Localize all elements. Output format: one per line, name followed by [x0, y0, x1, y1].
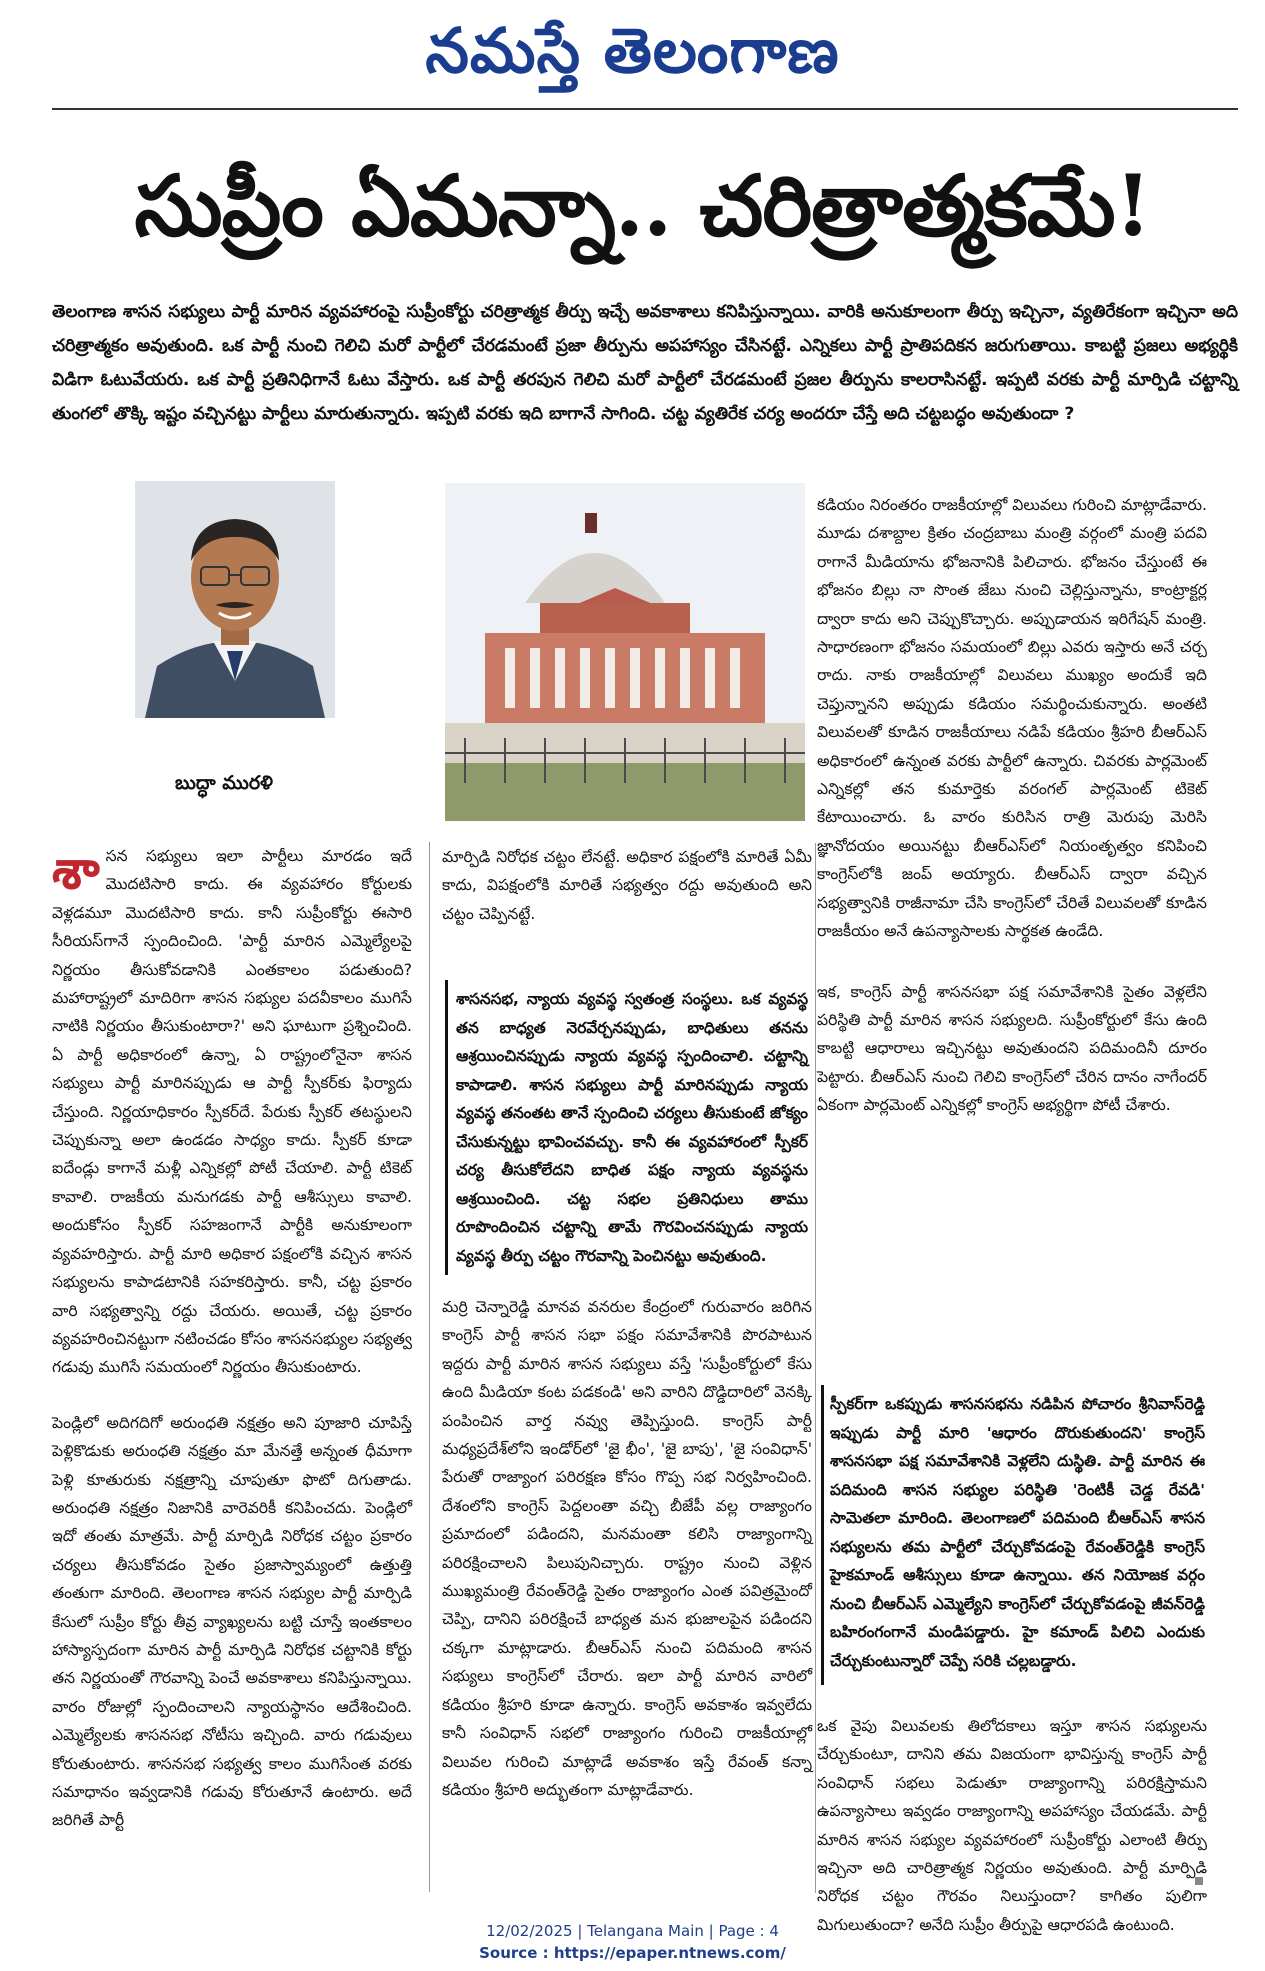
article-column-2-continued [442, 1293, 812, 1831]
pull-quote-2: స్పీకర్‌గా ఒకప్పుడు శాసనసభను నడిపిన పోచారం శ్రీనివాస్‌రెడ్డి ఇప్పుడు పార్టీ మారి 'ఆధారం దొరుకుతుందని' కాంగ్రెస్ శాసనసభా పక్ష సమావేశానికి వెళ్లలేని దుస్థితి. పార్టీ మారిన ఈ పదిమంది శాసన సభ్యుల పరిస్థితి 'రెంటికీ చెడ్డ రేవడి' సామెతలా మారింది. తెలంగాణలో పదిమంది బీఆర్‌ఎస్ శాసన సభ్యులను తమ పార్టీలో చేర్చుకోవడంపై రేవంత్‌రెడ్డికి కాంగ్రెస్ హైకమాండ్ ఆశీస్సులు కూడా ఉన్నాయి. తన నియోజక వర్గం నుంచి బీఆర్‌ఎస్ ఎమ్మెల్యేని కాంగ్రెస్‌లో చేర్చుకోవడంపై జీవన్‌రెడ్డి బహిరంగంగానే మండిపడ్డారు. హై కమాండ్ పిలిచి ఎందుకు చేర్చుకుంటున్నారో చెప్పే సరికి చల్లబడ్డారు. [830, 1395, 1205, 1670]
end-mark [1195, 1877, 1203, 1885]
author-photo [135, 481, 335, 718]
pull-quote-1: శాసనసభ, న్యాయ వ్యవస్థ స్వతంత్ర సంస్థలు. ఒక వ్యవస్థ తన బాధ్యత నెరవేర్చనప్పుడు, బాధితులు తనను ఆశ్రయించినప్పుడు న్యాయ వ్యవస్థ స్పందించాలి. చట్టాన్ని కాపాడాలి. శాసన సభ్యులు పార్టీ మారినప్పుడు న్యాయ వ్యవస్థ తనంతట తానే స్పందించి చర్యలు తీసుకుంటే జోక్యం చేసుకున్నట్టు భావించవచ్చు. కానీ ఈ వ్యవహారంలో స్పీకర్ చర్య తీసుకోలేదని బాధిత పక్షం న్యాయ వ్యవస్థను ఆశ్రయించింది. చట్ట సభల ప్రతినిధులు తాము రూపొందించిన చట్టాన్ని తామే గౌరవించనప్పుడు న్యాయ వ్యవస్థ తీర్పు చట్టం గౌరవాన్ని పెంచినట్టు అవుతుంది. [456, 990, 808, 1265]
article-column-2 [442, 843, 812, 955]
column-3-paragraph-3: ఒక వైపు విలువలకు తిలోదకాలు ఇస్తూ శాసన సభ్యులను చేర్చుకుంటూ, దానిని తమ విజయంగా భావిస్తున్న కాంగ్రెస్ పార్టీ సంవిధాన్ సభలు పెడుతూ రాజ్యాంగాన్ని పరిరక్షిస్తామని ఉపన్యాసాలు ఇవ్వడం రాజ్యాంగాన్ని అపహాస్యం చేయడమే. పార్టీ మారిన శాసన సభ్యుల వ్యవహారంలో సుప్రీంకోర్టు ఎలాంటి తీర్పు ఇచ్చినా అది చారిత్రాత్మక నిర్ణయం అవుతుంది. పార్టీ మార్పిడి నిరోధక చట్టం గౌరవం నిలుస్తుందా? కాగితం పులిగా మిగులుతుందా? అనేది సుప్రీం తీర్పుపై ఆధారపడి ఉంటుంది. [817, 1717, 1207, 1934]
intro-paragraph: తెలంగాణ శాసన సభ్యులు పార్టీ మారిన వ్యవహారంపై సుప్రీంకోర్టు చరిత్రాత్మక తీర్పు ఇచ్చే అవకాశాలు కనిపిస్తున్నాయి. వారికి అనుకూలంగా తీర్పు ఇచ్చినా, వ్యతిరేకంగా ఇచ్చినా అది చరిత్రాత్మకం అవుతుంది. ఒక పార్టీ నుంచి గెలిచి మరో పార్టీలో చేరడమంటే ప్రజా తీర్పును అపహాస్యం చేసినట్టే. ఎన్నికలు పార్టీ ప్రాతిపదికన జరుగుతాయి. కాబట్టి ప్రజలు అభ్యర్థికి విడిగా ఓటువేయరు. ఒక పార్టీ ప్రతినిధిగానే ఓటు వేస్తారు. ఒక పార్టీ తరపున గెలిచి మరో పార్టీలో చేరడమంటే ప్రజల తీర్పును కాలరాసినట్టే. ఇప్పటి వరకు పార్టీ మార్పిడి చట్టాన్ని తుంగలో తొక్కి ఇష్టం వచ్చినట్టు పార్టీలు మారుతున్నారు. ఇప్పటి వరకు ఇది బాగానే సాగింది. చట్ట వ్యతిరేక చర్య అందరూ చేస్తే అది చట్టబద్ధం అవుతుందా ? [52, 302, 1238, 424]
quote-bar [821, 1385, 824, 1685]
column-separator [429, 842, 430, 1892]
top-rule [52, 108, 1238, 110]
column-1-paragraph-2: పెండ్లిలో అదిగదిగో అరుంధతి నక్షత్రం అని పూజారి చూపిస్తే పెళ్లికొడుకు అరుంధతి నక్షత్రం మా మేనత్తే అన్నంత ధీమాగా పెళ్లి కూతురుకు నక్షత్రాన్ని చూపుతూ ఫొటో దిగుతాడు. అరుంధతి నక్షత్రం నిజానికి వారెవరికీ కనిపించదు. పెండ్లిలో ఇదో తంతు మాత్రమే. పార్టీ మార్పిడి నిరోధక చట్టం ప్రకారం చర్యలు తీసుకోవడం సైతం ప్రజాస్వామ్యంలో ఉత్తుత్తి తంతుగా మారింది. తెలంగాణ శాసన సభ్యుల పార్టీ మార్పిడి కేసులో సుప్రీం కోర్టు తీవ్ర వ్యాఖ్యలను బట్టి చూస్తే ఇంతకాలం హాస్యాస్పదంగా మారిన పార్టీ మార్పిడి నిరోధక చట్టానికి కోర్టు తన నిర్ణయంతో గౌరవాన్ని పెంచే అవకాశాలు కనిపిస్తున్నాయి. వారం రోజుల్లో స్పందించాలని న్యాయస్థానం ఆదేశించింది. ఎమ్మెల్యేలకు శాసనసభ నోటీసు ఇచ్చింది. వారు గడువులు కోరుతుంటారు. శాసనసభ సభ్యత్వ కాలం ముగిసేంత వరకు సమాధానం ఇవ్వడానికి గడువు కోరుతూనే ఉంటారు. అదే జరిగితే పార్టీ [52, 1413, 412, 1830]
column-1-paragraph-1 [52, 837, 412, 1382]
quote-bar [445, 980, 448, 1275]
column-2-paragraph-1: మార్పిడి నిరోధక చట్టం లేనట్టే. అధికార పక్షంలోకి మారితే ఏమీ కాదు, విపక్షంలోకి మారితే సభ్యత్వం రద్దు అవుతుంది అని చట్టం చెప్పినట్టే. [442, 848, 812, 923]
column-3-paragraph-2: ఇక, కాంగ్రెస్ పార్టీ శాసనసభా పక్ష సమావేశానికి సైతం వెళ్లలేని పరిస్థితి పార్టీ మారిన శాసన సభ్యులది. సుప్రీంకోర్టులో కేసు ఉంది కాబట్టి ఆధారాలు ఇచ్చినట్టు అవుతుందని పదిమందినీ దూరం పెట్టారు. బీఆర్‌ఎస్ నుంచి గెలిచి కాంగ్రెస్‌లో చేరిన దానం నాగేందర్ ఏకంగా పార్లమెంట్ ఎన్నికల్లో కాంగ్రెస్ అభ్యర్థిగా పోటీ చేశారు. [817, 982, 1207, 1115]
newspaper-logo: నమస్తే తెలంగాణ [425, 14, 840, 87]
drop-cap: శా [52, 837, 100, 901]
masthead [0, 0, 1265, 108]
headline: సుప్రీం ఏమన్నా.. చరిత్రాత్మకమే! [134, 156, 1151, 255]
article-column-1 [52, 837, 412, 1862]
column-3-paragraph-1: కడియం నిరంతరం రాజకీయాల్లో విలువలు గురించి మాట్లాడేవారు. మూడు దశాబ్దాల క్రితం చంద్రబాబు మంత్రి వర్గంలో మంత్రి పదవి రాగానే మీడియాను భోజనానికి పిలిచారు. భోజనం చేస్తుంటే ఈ భోజనం బిల్లు నా సొంత జేబు నుంచి చెల్లిస్తున్నాను, కాంట్రాక్టర్ల ద్వారా కాదు అని చెప్పుకొచ్చారు. అప్పుడాయన ఇరిగేషన్ మంత్రి. సాధారణంగా భోజనం సమయంలో బిల్లు ఎవరు ఇస్తారు అనే చర్చ రాదు. నాకు రాజకీయాల్లో విలువలు ముఖ్యం అందుకే ఇది చెప్తున్నానని అప్పుడు కడియం సమర్థించుకున్నారు. అంతటి విలువలతో కూడిన రాజకీయాలు నడిపే కడియం శ్రీహరి బీఆర్‌ఎస్ అధికారంలో ఉన్నంత వరకు పార్టీలో ఉన్నారు. చివరకు పార్లమెంట్ ఎన్నికల్లో తన కుమార్తెకు వరంగల్ పార్లమెంట్ టికెట్ కేటాయించారు. ఓ వారం కురిసిన రాత్రి మెరుపు మెరిసి జ్ఞానోదయం అయినట్టు బీఆర్‌ఎస్‌లో నియంతృత్వం కనిపించి కాంగ్రెస్‌లోకి జంప్ అయ్యారు. బీఆర్‌ఎస్ ద్వారా వచ్చిన సభ్యత్వానికి రాజీనామా చేసి కాంగ్రెస్‌లో చేరితే విలువలతో కూడిన రాజకీయం అనే ఉపన్యాసాలకు సార్థకత ఉండేది. [817, 496, 1207, 941]
column-1-text-1: సన సభ్యులు ఇలా పార్టీలు మారడం ఇదే మొదటిసారి కాదు. ఈ వ్యవహారం కోర్టులకు వెళ్లడమూ మొదటిసారి కాదు. కానీ సుప్రీంకోర్టు ఈసారి సీరియస్‌గానే స్పందించింది. 'పార్టీ మారిన ఎమ్మెల్యేలపై నిర్ణయం తీసుకోవడానికి ఎంతకాలం పడుతుంది? మహారాష్ట్రలో మాదిరిగా శాసన సభ్యుల పదవీకాలం ముగిసే నాటికి నిర్ణయం తీసుకుంటారా?' అని ఘాటుగా ప్రశ్నించింది. ఏ పార్టీ అధికారంలో ఉన్నా, ఏ రాష్ట్రంలోనైనా శాసన సభ్యులు పార్టీ మారినప్పుడు ఆ పార్టీ స్పీకర్‌కు ఫిర్యాదు చేస్తుంది. నిర్ణయాధికారం స్పీకర్‌దే. పేరుకు స్పీకర్ తటస్థులని చెప్పుకున్నా అలా ఉండడం సాధ్యం కాదు. స్పీకర్ కూడా ఐదేండ్లు కాగానే మళ్లీ ఎన్నికల్లో పోటీ చేయాలి. పార్టీ టికెట్ కావాలి. రాజకీయ మనుగడకు పార్టీ ఆశీస్సులు కావాలి. అందుకోసం స్పీకర్ సహజంగానే పార్టీకి అనుకూలంగా వ్యవహరిస్తారు. పార్టీ మారి అధికార పక్షంలోకి వచ్చిన శాసన సభ్యులను కాపాడటానికి సహకరిస్తారు. కానీ, చట్ట ప్రకారం వారి సభ్యత్వాన్ని రద్దు చేయరు. అయితే, చట్ట ప్రకారం వ్యవహరించినట్టుగా నటించడం కోసం శాసనసభ్యుల సభ్యత్వ గడువు ముగిసే సమయంలో నిర్ణయం తీసుకుంటారు. [52, 847, 412, 1377]
court-photo [445, 483, 805, 821]
column-2-paragraph-2: మర్రి చెన్నారెడ్డి మానవ వనరుల కేంద్రంలో గురువారం జరిగిన కాంగ్రెస్ పార్టీ శాసన సభా పక్షం సమావేశానికి పొరపాటున ఇద్దరు పార్టీ మారిన శాసన సభ్యులు వస్తే 'సుప్రీంకోర్టులో కేసు ఉంది మీడియా కంట పడకండి' అని వారిని దొడ్డిదారిలో వెనక్కి పంపించిన వార్త నవ్వు తెప్పిస్తుంది. కాంగ్రెస్ పార్టీ మధ్యప్రదేశ్‌లోని ఇండోర్‌లో 'జై భీం', 'జై బాపు', 'జై సంవిధాన్' పేరుతో రాజ్యాంగ పరిరక్షణ కోసం గొప్ప సభ నిర్వహించింది. దేశంలోని కాంగ్రెస్ పెద్దలంతా వచ్చి బీజేపీ వల్ల రాజ్యాంగం ప్రమాదంలో పడిందని, మనమంతా కలిసి రాజ్యాంగాన్ని పరిరక్షించాలని పిలుపునిచ్చారు. రాష్ట్రం నుంచి వెళ్లిన ముఖ్యమంత్రి రేవంత్‌రెడ్డి సైతం రాజ్యాంగం ఎంత పవిత్రమైందో చెప్పి, దానిని పరిరక్షించే బాధ్యత మన భుజాలపైన పడిందని చక్కగా మాట్లాడారు. బీఆర్‌ఎస్ నుంచి పదిమంది శాసన సభ్యులు కాంగ్రెస్‌లో చేరారు. ఇలా పార్టీ మారిన వారిలో కడియం శ్రీహరి కూడా ఉన్నారు. కాంగ్రెస్ అవకాశం ఇవ్వలేదు కానీ సంవిధాన్ సభలో రాజ్యాంగం గురించి రాజకీయాల్లో విలువల గురించి మాట్లాడే అవకాశం ఇస్తే రేవంత్ కన్నా కడియం శ్రీహరి అద్భుతంగా మాట్లాడేవారు. [442, 1298, 812, 1799]
article-column-3 [817, 491, 1207, 1152]
supreme-court-building-icon [445, 483, 805, 821]
column-separator [815, 843, 816, 1893]
portrait-photo-icon [135, 481, 335, 718]
footer-source-link[interactable]: Source : https://epaper.ntnews.com/ [479, 1944, 786, 1962]
author-byline: బుద్ధా మురళి [175, 772, 273, 794]
footer-edition-info: 12/02/2025 | Telangana Main | Page : 4 [486, 1922, 779, 1940]
